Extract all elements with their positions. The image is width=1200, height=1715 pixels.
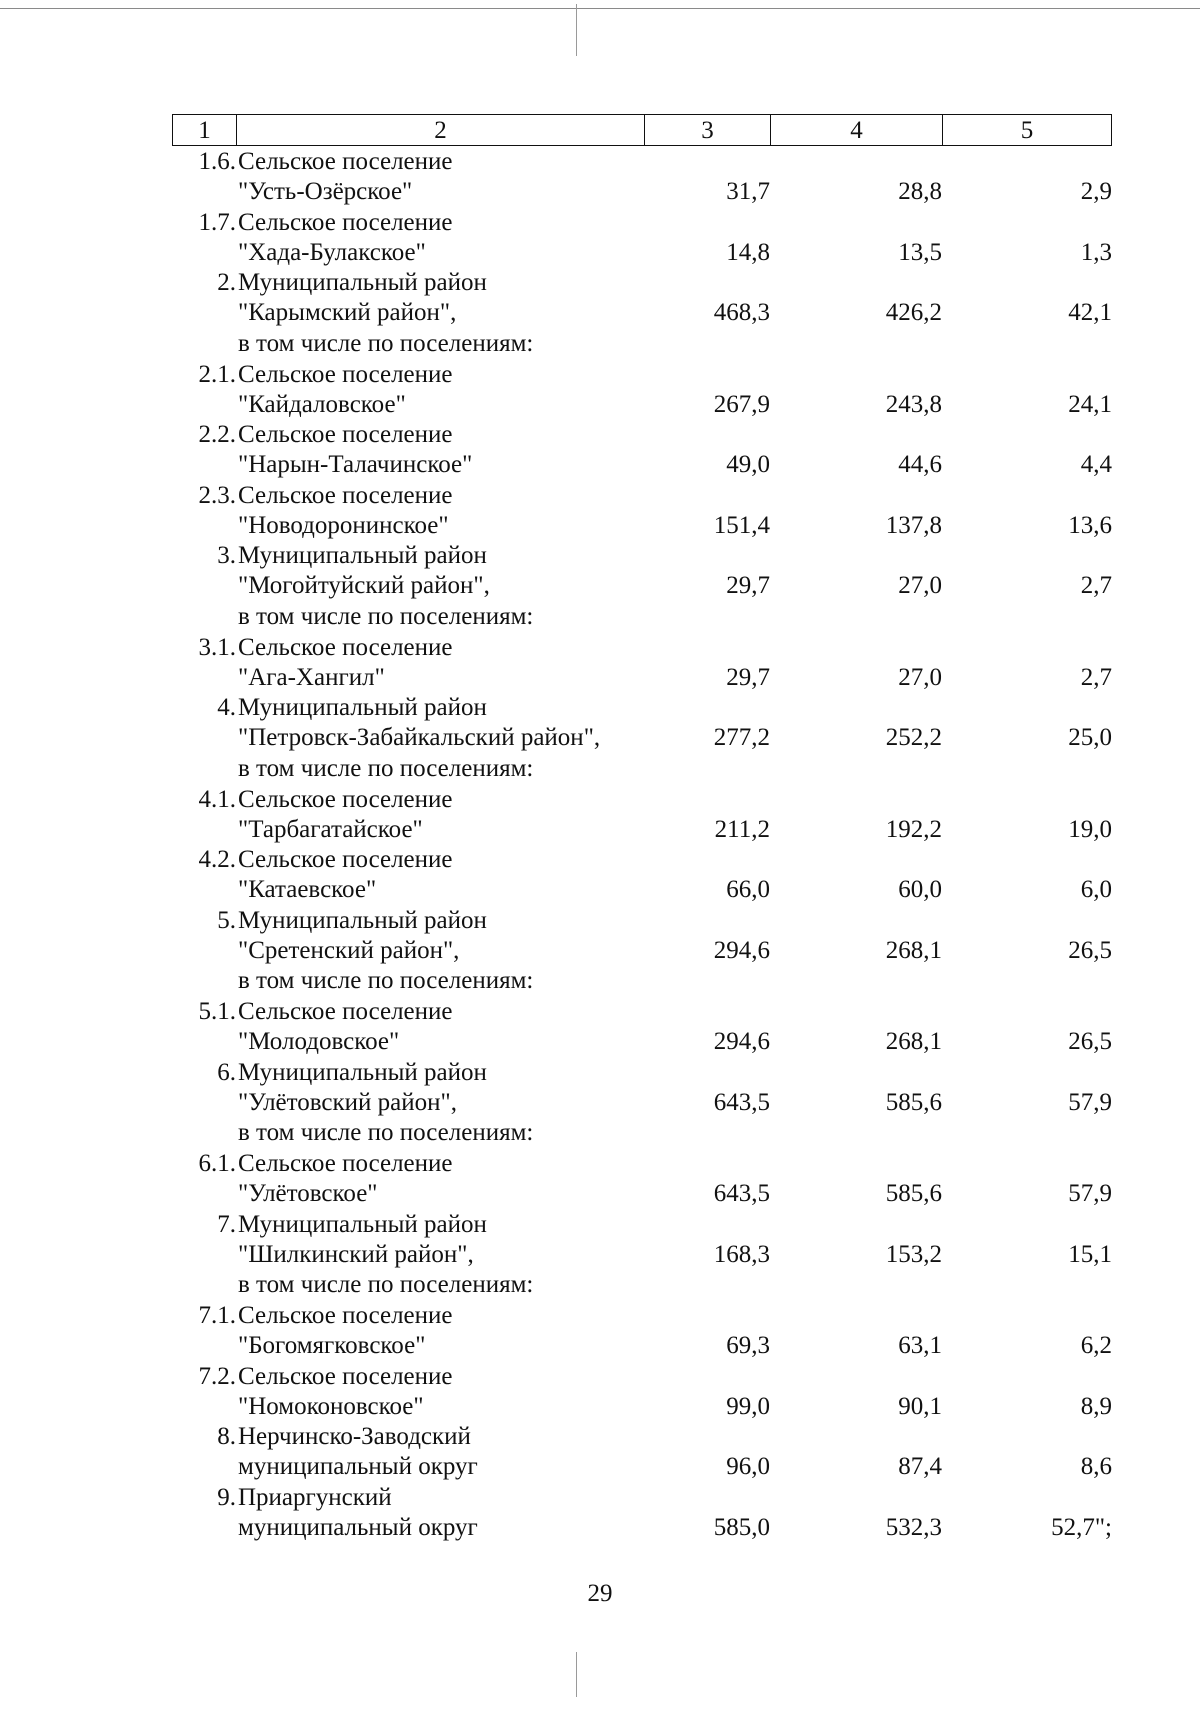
header-col-5: 5 [1020,116,1034,144]
row-value-col-4: 87,4 [898,1453,942,1480]
header-col-4: 4 [771,115,943,145]
row-value-col-3: 31,7 [726,178,770,205]
table-row [172,692,1132,753]
row-name-line-2: "Улётовский район", [238,1088,457,1116]
subheading-text: в том числе по поселениям: [238,1271,534,1298]
row-value-col-3: 96,0 [726,1453,770,1480]
table-row [172,1057,1132,1118]
row-name-line-1: Сельское поселение [238,633,453,661]
row-value-col-5: 42,1 [1068,299,1112,326]
subheading-text: в том числе по поселениям: [238,602,534,630]
row-value-col-4: 13,5 [898,238,942,266]
table-row [172,1482,1132,1543]
row-name-line-1: Нерчинско-Заводский [238,1423,471,1450]
page-number: 29 [587,1580,613,1607]
subheading-row [172,753,1132,784]
row-value-col-3: 468,3 [713,299,770,326]
row-value-col-5: 15,1 [1068,1240,1112,1268]
row-name-line-1: Муниципальный район [238,906,487,934]
row-number: 8. [217,1423,236,1450]
table-row [172,1361,1132,1422]
row-value-col-3: 66,0 [726,876,770,903]
row-value-col-4: 426,2 [885,299,942,326]
table-row [172,1148,1132,1209]
row-number: 4. [217,694,236,721]
table-row [172,844,1132,905]
table-row [172,540,1132,601]
row-number: 2.3. [198,481,236,509]
row-value-col-4: 252,2 [885,724,942,751]
row-number: 7.2. [198,1362,236,1390]
row-name-line-1: Сельское поселение [238,1150,453,1177]
row-value-col-4: 44,6 [898,451,942,478]
row-value-col-5: 8,6 [1080,1453,1112,1480]
table-row [172,784,1132,845]
header-col-3: 3 [645,115,771,145]
bottom-fold-mark [576,1652,577,1697]
row-name-line-2: муниципальный округ [238,1453,478,1480]
table-body [172,146,1132,1542]
row-value-col-5: 52,7"; [1051,1513,1112,1541]
row-name-line-2: "Молодовское" [238,1028,400,1055]
row-name-line-1: Муниципальный район [238,269,487,296]
row-number: 4.2. [198,846,236,873]
row-name-line-2: "Усть-Озёрское" [238,178,413,205]
row-name-line-2: "Улётовское" [238,1180,378,1207]
row-value-col-5: 8,9 [1080,1392,1112,1420]
row-name-line-1: Муниципальный район [238,694,487,721]
table-row [172,480,1132,541]
subheading-text: в том числе по поселениям: [238,1119,534,1146]
table-row [172,207,1132,268]
row-value-col-3: 168,3 [713,1240,770,1268]
row-name-line-1: Сельское поселение [238,1302,453,1329]
table-row [172,996,1132,1057]
table-row [172,905,1132,966]
subheading-row [172,965,1132,996]
row-value-col-5: 57,9 [1068,1088,1112,1116]
header-col-2: 2 [237,115,645,145]
table-row [172,359,1132,420]
row-name-line-2: "Кайдаловское" [238,390,406,418]
row-number: 7.1. [198,1302,236,1329]
row-name-line-2: "Нарын-Талачинское" [238,451,473,478]
row-name-line-2: "Шилкинский район", [238,1240,474,1268]
table-row [172,1209,1132,1270]
row-name-line-1: Муниципальный район [238,1058,487,1086]
row-number: 5.1. [198,998,236,1025]
row-value-col-4: 27,0 [898,663,942,691]
row-number: 7. [217,1210,236,1238]
row-number: 6.1. [198,1150,236,1177]
table-row [172,419,1132,480]
row-value-col-3: 29,7 [726,663,770,691]
row-value-col-3: 294,6 [713,1028,770,1055]
row-number: 1.7. [198,208,236,236]
row-value-col-4: 585,6 [885,1180,942,1207]
row-number: 1.6. [198,148,236,175]
row-number: 3.1. [198,633,236,661]
row-value-col-5: 2,7 [1080,663,1112,691]
row-number: 9. [217,1483,236,1511]
row-value-col-5: 26,5 [1068,936,1112,964]
row-value-col-3: 267,9 [713,390,770,418]
row-value-col-4: 585,6 [885,1088,942,1116]
row-value-col-3: 29,7 [726,572,770,599]
row-name-line-2: "Номоконовское" [238,1392,424,1420]
row-value-col-3: 99,0 [726,1392,770,1420]
table-header [172,114,1112,146]
row-name-line-1: Сельское поселение [238,481,453,509]
row-number: 4.1. [198,785,236,813]
row-number: 3. [217,542,236,569]
row-value-col-5: 25,0 [1068,724,1112,751]
row-value-col-5: 13,6 [1068,511,1112,539]
row-value-col-4: 90,1 [898,1392,942,1420]
row-value-col-4: 192,2 [885,815,942,843]
row-name-line-1: Муниципальный район [238,542,487,569]
row-value-col-3: 643,5 [713,1088,770,1116]
row-name-line-2: "Хада-Булакское" [238,238,426,266]
row-name-line-2: "Петровск-Забайкальский район", [238,724,601,751]
header-col-1: 1 [173,115,237,145]
row-value-col-3: 294,6 [713,936,770,964]
row-value-col-3: 643,5 [713,1180,770,1207]
row-name-line-1: Сельское поселение [238,360,453,388]
row-value-col-5: 4,4 [1080,451,1112,478]
row-name-line-1: Сельское поселение [238,1362,453,1390]
table-row [172,146,1132,207]
row-value-col-3: 151,4 [713,511,770,539]
row-value-col-5: 26,5 [1068,1028,1112,1055]
row-name-line-2: "Богомягковское" [238,1332,426,1359]
row-value-col-5: 19,0 [1068,815,1112,843]
row-name-line-2: "Сретенский район", [238,936,460,964]
row-number: 6. [217,1058,236,1086]
row-name-line-1: Сельское поселение [238,208,453,236]
subheading-text: в том числе по поселениям: [238,967,534,994]
subheading-text: в том числе по поселениям: [238,754,534,782]
row-value-col-5: 6,0 [1080,876,1112,903]
row-name-line-1: Сельское поселение [238,421,453,448]
row-name-line-2: "Новодоронинское" [238,511,449,539]
row-value-col-4: 28,8 [898,178,942,205]
row-value-col-3: 211,2 [714,815,770,843]
row-value-col-4: 60,0 [898,876,942,903]
table-row [172,632,1132,693]
row-name-line-1: Сельское поселение [238,785,453,813]
table-row [172,267,1132,328]
row-value-col-5: 6,2 [1080,1332,1112,1359]
row-value-col-4: 27,0 [898,572,942,599]
row-name-line-1: Сельское поселение [238,148,453,175]
subheading-text: в том числе по поселениям: [238,329,534,357]
row-name-line-1: Муниципальный район [238,1210,487,1238]
row-number: 5. [217,906,236,934]
table-row [172,1300,1132,1361]
row-value-col-4: 268,1 [885,936,942,964]
row-name-line-2: "Карымский район", [238,299,457,326]
row-value-col-3: 49,0 [726,451,770,478]
subheading-row [172,1269,1132,1300]
row-value-col-5: 2,7 [1080,572,1112,599]
row-value-col-3: 277,2 [713,724,770,751]
row-number: 2.2. [198,421,236,448]
row-number: 2.1. [198,360,236,388]
row-value-col-5: 1,3 [1080,238,1112,266]
top-scan-edge [0,8,1200,9]
row-value-col-4: 137,8 [885,511,942,539]
row-value-col-4: 63,1 [898,1332,942,1359]
subheading-row [172,601,1132,632]
subheading-row [172,328,1132,359]
row-value-col-4: 153,2 [885,1240,942,1268]
row-value-col-3: 14,8 [726,238,770,266]
row-value-col-5: 24,1 [1068,390,1112,418]
row-value-col-5: 2,9 [1080,178,1112,205]
row-value-col-4: 243,8 [885,390,942,418]
row-name-line-2: "Тарбагатайское" [238,815,423,843]
row-name-line-2: "Могойтуйский район", [238,572,490,599]
row-name-line-2: "Ага-Хангил" [238,663,385,691]
row-value-col-5: 57,9 [1068,1180,1112,1207]
row-value-col-4: 532,3 [885,1513,942,1541]
row-name-line-1: Приаргунский [238,1483,392,1511]
subheading-row [172,1117,1132,1148]
row-name-line-1: Сельское поселение [238,998,453,1025]
top-fold-mark [576,4,577,56]
row-value-col-3: 585,0 [713,1513,770,1541]
row-name-line-2: "Катаевское" [238,876,377,903]
row-name-line-2: муниципальный округ [238,1513,478,1541]
row-name-line-1: Сельское поселение [238,846,453,873]
row-value-col-4: 268,1 [885,1028,942,1055]
table-row [172,1421,1132,1482]
row-value-col-3: 69,3 [726,1332,770,1359]
row-number: 2. [217,269,236,296]
